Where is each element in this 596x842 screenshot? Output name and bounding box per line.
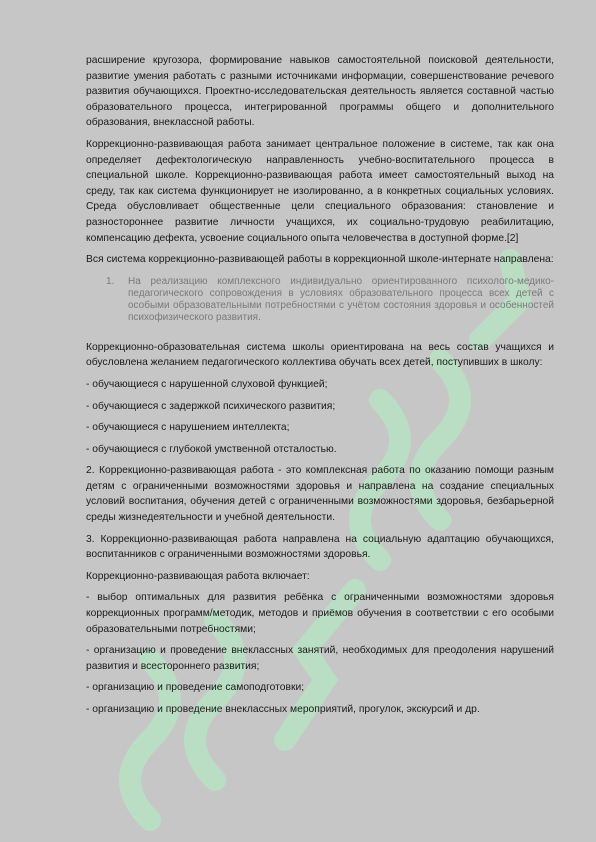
paragraph-point-2: 2. Коррекционно-развивающая работа - это комплексная работа по оказанию помощи разным детям с ограниченными возможностями здоровья и направлена на создание специальных условий воспитания, обучения детей с ограниченными возможностями здоровья, безбарьерной среды жизнедеятельности и учебной деятельности. (86, 465, 554, 524)
document-page (86, 53, 554, 724)
list-item (86, 276, 554, 324)
bullet-self-study: - организацию и проведение самоподготовки; (86, 682, 305, 694)
list-item-text: На реализацию комплексного индивидуально ориентированного психолого-медико-педагогического сопровождения в условиях образовательного процесса всех детей с особыми образовательными потребностями с учётом состояния здоровья и особенностей психофизического развития. (128, 275, 554, 323)
paragraph-main-1: Коррекционно-образовательная система школы ориентирована на весь состав учащихся и обусловлена желанием педагогического коллектива обучать всех детей, поступивших в школу: (86, 341, 554, 369)
bullet-deep-retardation: - обучающиеся с глубокой умственной отсталостью. (86, 443, 337, 455)
bullet-hearing: - обучающиеся с нарушенной слуховой функцией; (86, 378, 328, 390)
numbered-list (86, 276, 554, 324)
paragraph-point-3: 3. Коррекционно-развивающая работа направлена на социальную адаптацию обучающихся, воспитанников с ограниченными возможностями здоровья. (86, 533, 554, 561)
paragraph-intro-3: Вся система коррекционно-развивающей работы в коррекционной школе-интернате направлена: (86, 254, 554, 266)
bullet-programs: - выбор оптимальных для развития ребёнка с ограниченными возможностями здоровья коррекционных программ/методик, методов и приёмов обучения в соответствии с его особыми образовательными потребностями; (86, 592, 554, 635)
paragraph-intro-2: Коррекционно-развивающая работа занимает центральное положение в системе, так как она определяет дефектологическую направленность учебно-воспитательного процесса в специальной школе. Коррекционно-развивающая работа имеет самостоятельный выход на среду, так как система функционирует не изолированно, а в конкретных социальных условиях. Среда обусловливает общественные цели специального образования: становление и разностороннее развитие личности учащихся, их социально-трудовую реабилитацию, компенсацию дефекта, усвоение социального опыта человечества в доступной форме.[2] (86, 138, 554, 244)
bullet-intellect: - обучающиеся с нарушением интеллекта; (86, 422, 290, 434)
paragraph-intro-1: расширение кругозора, формирование навыков самостоятельной поисковой деятельности, развитие умения работать с разными источниками информации, совершенствование речевого развития обучающихся. Проектно-исследовательская деятельность является составной частью образовательного процесса, интегрированной программы общего и дополнительного образования, внеклассной работы. (86, 55, 554, 129)
bullet-delay: - обучающиеся с задержкой психического развития; (86, 400, 336, 412)
list-item-number: 1. (106, 275, 115, 287)
paragraph-includes: Коррекционно-развивающая работа включает: (86, 570, 310, 582)
bullet-extracurricular: - организацию и проведение внеклассных занятий, необходимых для преодоления нарушений развития и всестороннего развития; (86, 645, 554, 672)
bullet-events: - организацию и проведение внеклассных мероприятий, прогулок, экскурсий и др. (86, 704, 480, 715)
